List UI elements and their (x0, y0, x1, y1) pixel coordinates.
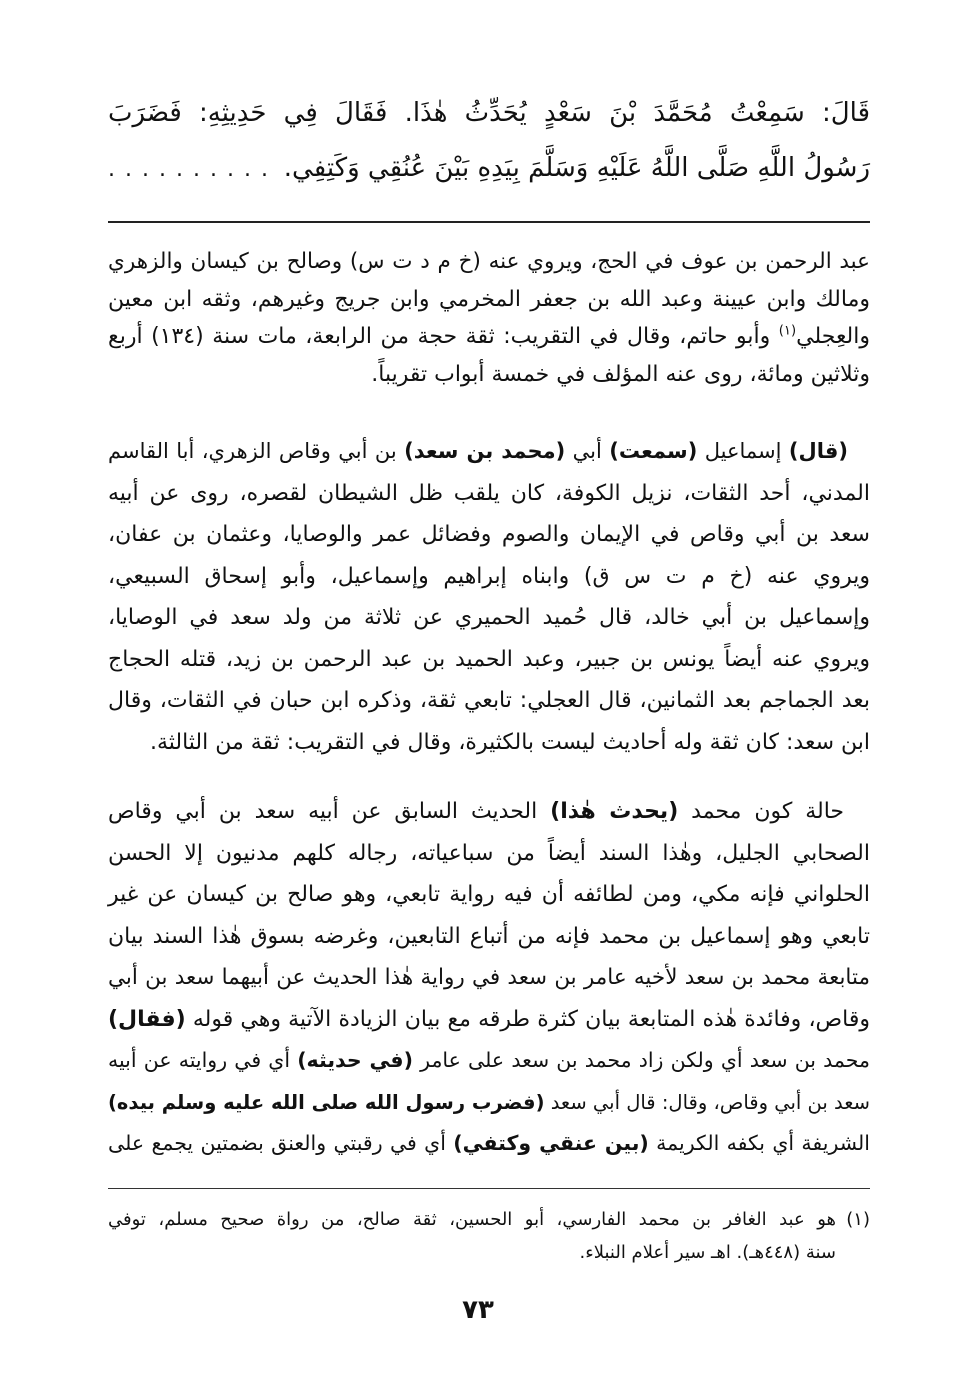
text-segment: ومالك وابن عيينة وعبد الله بن جعفر المخرمي وابن جريج وغيرهم، وثقه ابن معين (108, 286, 870, 312)
text-segment: إسماعيل (697, 439, 789, 463)
text-line (108, 791, 870, 833)
text-segment: ويروي عنه أيضاً يونس بن جبير، وعبد الحميد بن عبد الرحمن بن زيد، قتله الحجاج (108, 646, 870, 672)
text-segment: حالة كون محمد (678, 799, 845, 824)
text-line (108, 916, 870, 958)
text-line (108, 639, 870, 681)
text-segment: وإسماعيل بن أبي خالد، قال حُميد الحميري عن ثلاثة من ولد سعد في الوصايا، (108, 605, 870, 630)
text-line (108, 556, 870, 598)
text-line (108, 141, 870, 197)
commentary-paragraph-1 (108, 243, 870, 393)
text-line (108, 1236, 836, 1269)
highlighted-quote: (فضرب رسول الله صلى الله عليه وسلم بيده) (108, 1090, 545, 1114)
matn-separator-rule (108, 221, 870, 223)
text-line (108, 722, 870, 764)
hadith-text (108, 86, 870, 197)
highlighted-quote: (قال) (788, 439, 848, 463)
text-segment: ويروي عنه (خ م ت س ق) وابناه إبراهيم وإسماعيل، وأبو إسحاق السبيعي، (108, 563, 870, 589)
text-line (108, 833, 870, 875)
text-line (108, 318, 870, 356)
text-segment: ابن سعد: كان ثقة وله أحاديث ليست بالكثيرة، وقال في التقريب: ثقة من الثالثة. (149, 729, 870, 755)
highlighted-quote: (سمعت) (609, 439, 698, 463)
text-segment: أي في رقبتي والعنق بضمتين يجمع على (108, 1131, 454, 1155)
text-line (108, 957, 870, 999)
text-line (108, 514, 870, 556)
footnote-separator-rule (108, 1188, 870, 1189)
text-segment: الشريفة أي بكفه الكريمة (648, 1131, 870, 1155)
text-segment: بن أبي وقاص الزهري، أبا القاسم (108, 439, 405, 463)
text-segment: الحلواني فإنه مكي، ومن لطائفه أن فيه رواية تابعي، وهو صالح بن كيسان عن غير (108, 882, 870, 907)
text-segment: بعد الجماجم بعد الثمانين، قال العجلي: تابعي ثقة، وذكره ابن حبان في الثقات، وقال (108, 688, 870, 713)
text-line (108, 243, 870, 281)
text-segment: قَالَ: سَمِعْتُ مُحَمَّدَ بْنَ سَعْدٍ يُحَدِّثُ هٰذَا. فَقَالَ فِي حَدِيثِهِ: فَضَرَبَ (108, 98, 870, 128)
highlighted-quote: (بين عنقي وكتفي) (453, 1131, 649, 1155)
text-line (108, 1123, 870, 1165)
text-segment: وثلاثين ومائة، روى عنه المؤلف في خمسة أبواب تقريباً. (371, 361, 870, 387)
text-segment: والعِجلي (796, 324, 870, 349)
footnote-text (108, 1203, 836, 1269)
text-line (108, 1040, 870, 1082)
text-line (108, 1203, 836, 1236)
text-segment: عبد الرحمن بن عوف في الحج، ويروي عنه (خ م د ت س) وصالح بن كيسان والزهري (108, 249, 870, 274)
text-segment: تابعي وهو إسماعيل بن محمد فإنه من أتباع التابعين، وغرضه بسوق هٰذا السند بيان (108, 923, 870, 949)
text-segment: هو عبد الغافر بن محمد الفارسي، أبو الحسين، ثقة صالح، من رواة صحيح مسلم، توفي (108, 1209, 836, 1230)
text-line (108, 281, 870, 319)
footnote-1 (108, 1203, 870, 1269)
text-line (108, 86, 870, 141)
text-segment: المدني، أحد الثقات، نزيل الكوفة، كان يلقب ظل الشيطان لقصره، روى عن أبيه (108, 480, 870, 506)
page-number: ٧٣ (462, 1295, 494, 1325)
text-line (108, 597, 870, 639)
text-segment: متابعة محمد بن سعد لأخيه عامر بن سعد في رواية هٰذا الحديث عن أبيهما سعد بن أبي (108, 965, 870, 990)
text-segment: الحديث السابق عن أبيه سعد بن أبي وقاص (108, 799, 551, 824)
commentary-paragraph-2 (108, 431, 870, 763)
text-line (108, 874, 870, 916)
text-segment: أبي (565, 439, 610, 463)
text-segment: سنة (٤٤٨هـ). اهـ سير أعلام النبلاء. (579, 1242, 836, 1263)
dotted-leader: .......... (108, 157, 278, 182)
text-line (108, 356, 870, 394)
highlighted-quote: (فقال) (108, 1006, 186, 1032)
text-segment: وأبو حاتم، وقال في التقريب: ثقة حجة من الرابعة، مات سنة (١٣٤) أربع (108, 324, 779, 349)
text-segment: وقاص، وفائدة هٰذه المتابعة بيان كثرة طرقه مع بيان الزيادة الآتية وهي قوله (185, 1006, 870, 1032)
text-segment: محمد بن سعد أي ولكن زاد محمد بن سعد على عامر (412, 1048, 870, 1072)
highlighted-quote: (يحدث هٰذا) (550, 799, 679, 824)
highlighted-quote: (في حديثه) (297, 1048, 413, 1072)
text-segment: أي في روايته عن أبيه (108, 1048, 298, 1072)
text-segment: رَسُولُ اللَّهِ صَلَّى اللَّهُ عَلَيْهِ وَسَلَّمَ بِيَدِهِ بَيْنَ عُنُقِي وَكَتِفِي. (283, 153, 870, 183)
text-line (108, 999, 870, 1041)
text-segment: سعد بن أبي وقاص في الإيمان والصوم وفضائل عمر والوصايا، وعثمان بن عفان، (108, 522, 870, 547)
footnote-reference: (١) (778, 323, 797, 339)
text-segment: سعد بن أبي وقاص، وقال: قال أبي سعد (544, 1090, 871, 1114)
text-line (108, 1082, 870, 1124)
text-segment: الصحابي الجليل، وهٰذا السند أيضاً من سباعياته، رجاله كلهم مدنيون إلا الحسن (108, 840, 870, 866)
text-line (108, 680, 870, 722)
footnote-marker: (١) (846, 1209, 870, 1230)
text-line (108, 473, 870, 515)
commentary-paragraph-3 (108, 791, 870, 1165)
highlighted-quote: (محمد بن سعد) (404, 439, 566, 463)
text-line (108, 431, 870, 473)
